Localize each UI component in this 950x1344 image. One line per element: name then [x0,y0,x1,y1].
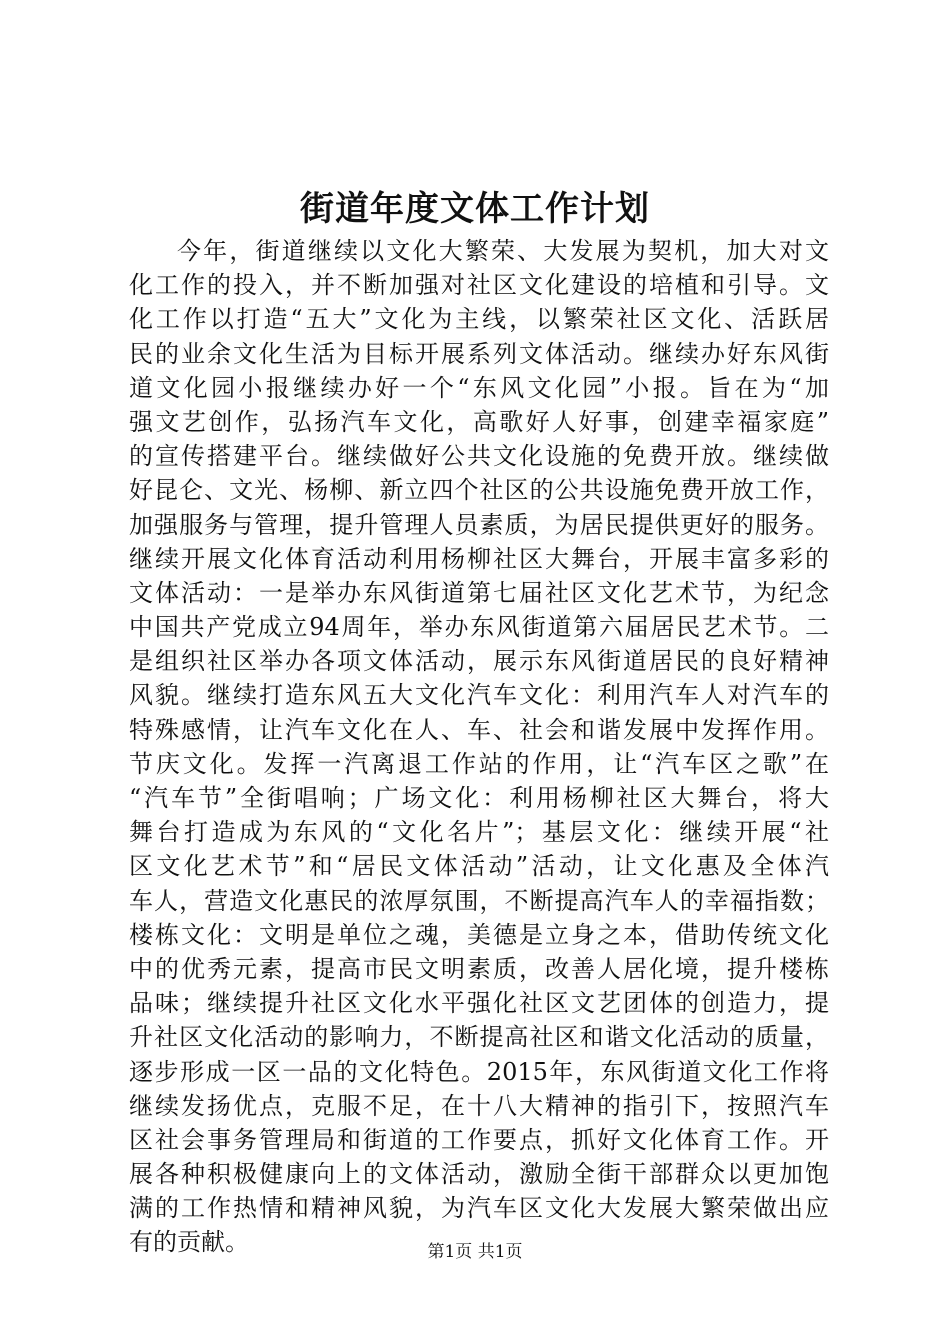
body-line: 品味；继续提升社区文化水平强化社区文艺团体的创造力，提 [129,989,829,1018]
body-line: 楼栋文化：文明是单位之魂，美德是立身之本，借助传统文化 [129,920,829,949]
body-line: 逐步形成一区一品的文化特色。2015年，东风街道文化工作将 [129,1057,829,1086]
body-line: 继续开展文化体育活动利用杨柳社区大舞台，开展丰富多彩的 [129,544,829,573]
body-line: 区社会事务管理局和街道的工作要点，抓好文化体育工作。开 [129,1125,829,1154]
body-line: 加强服务与管理，提升管理人员素质，为居民提供更好的服务。 [129,510,829,539]
body-line: 中的优秀元素，提高市民文明素质，改善人居化境，提升楼栋 [129,954,829,983]
body-line: 文体活动：一是举办东风街道第七届社区文化艺术节，为纪念 [129,578,829,607]
body-line: 区文化艺术节”和“居民文体活动”活动，让文化惠及全体汽 [129,852,829,881]
body-line: 展各种积极健康向上的文体活动，激励全街干部群众以更加饱 [129,1160,829,1189]
body-line: 有的贡献。 [129,1228,249,1257]
document-title: 街道年度文体工作计划 [300,189,650,229]
body-line: 化工作的投入，并不断加强对社区文化建设的培植和引导。文 [129,271,829,300]
body-line: 继续发扬优点，克服不足，在十八大精神的指引下，按照汽车 [129,1091,829,1120]
body-line: 道文化园小报继续办好一个“东风文化园”小报。旨在为“加 [129,373,829,402]
body-line: 今年，街道继续以文化大繁荣、大发展为契机，加大对文 [177,237,829,265]
body-line: 特殊感情，让汽车文化在人、车、社会和谐发展中发挥作用。 [129,715,829,744]
page-number-footer: 第1页 共1页 [427,1242,523,1262]
body-line: 节庆文化。发挥一汽离退工作站的作用，让“汽车区之歌”在 [129,749,829,778]
body-line: 中国共产党成立94周年，举办东风街道第六届居民艺术节。二 [129,613,829,642]
body-line: 舞台打造成为东风的“文化名片”；基层文化：继续开展“社 [129,818,829,847]
body-line: 强文艺创作，弘扬汽车文化，高歌好人好事，创建幸福家庭” [129,407,829,436]
body-line: “汽车节”全街唱响；广场文化：利用杨柳社区大舞台，将大 [129,784,829,812]
body-line: 升社区文化活动的影响力，不断提高社区和谐文化活动的质量， [129,1023,829,1052]
body-line: 满的工作热情和精神风貌，为汽车区文化大发展大繁荣做出应 [129,1194,829,1223]
body-line: 化工作以打造“五大”文化为主线，以繁荣社区文化、活跃居 [129,305,829,334]
document-body [129,234,829,1260]
body-line: 风貌。继续打造东风五大文化汽车文化：利用汽车人对汽车的 [129,681,829,710]
body-line: 好昆仑、文光、杨柳、新立四个社区的公共设施免费开放工作， [129,476,829,505]
body-line: 车人，营造文化惠民的浓厚氛围，不断提高汽车人的幸福指数； [129,886,829,915]
body-line: 的宣传搭建平台。继续做好公共文化设施的免费开放。继续做 [129,442,829,471]
body-line: 是组织社区举办各项文体活动，展示东风街道居民的良好精神 [129,647,829,676]
body-line: 民的业余文化生活为目标开展系列文体活动。继续办好东风街 [129,339,829,368]
